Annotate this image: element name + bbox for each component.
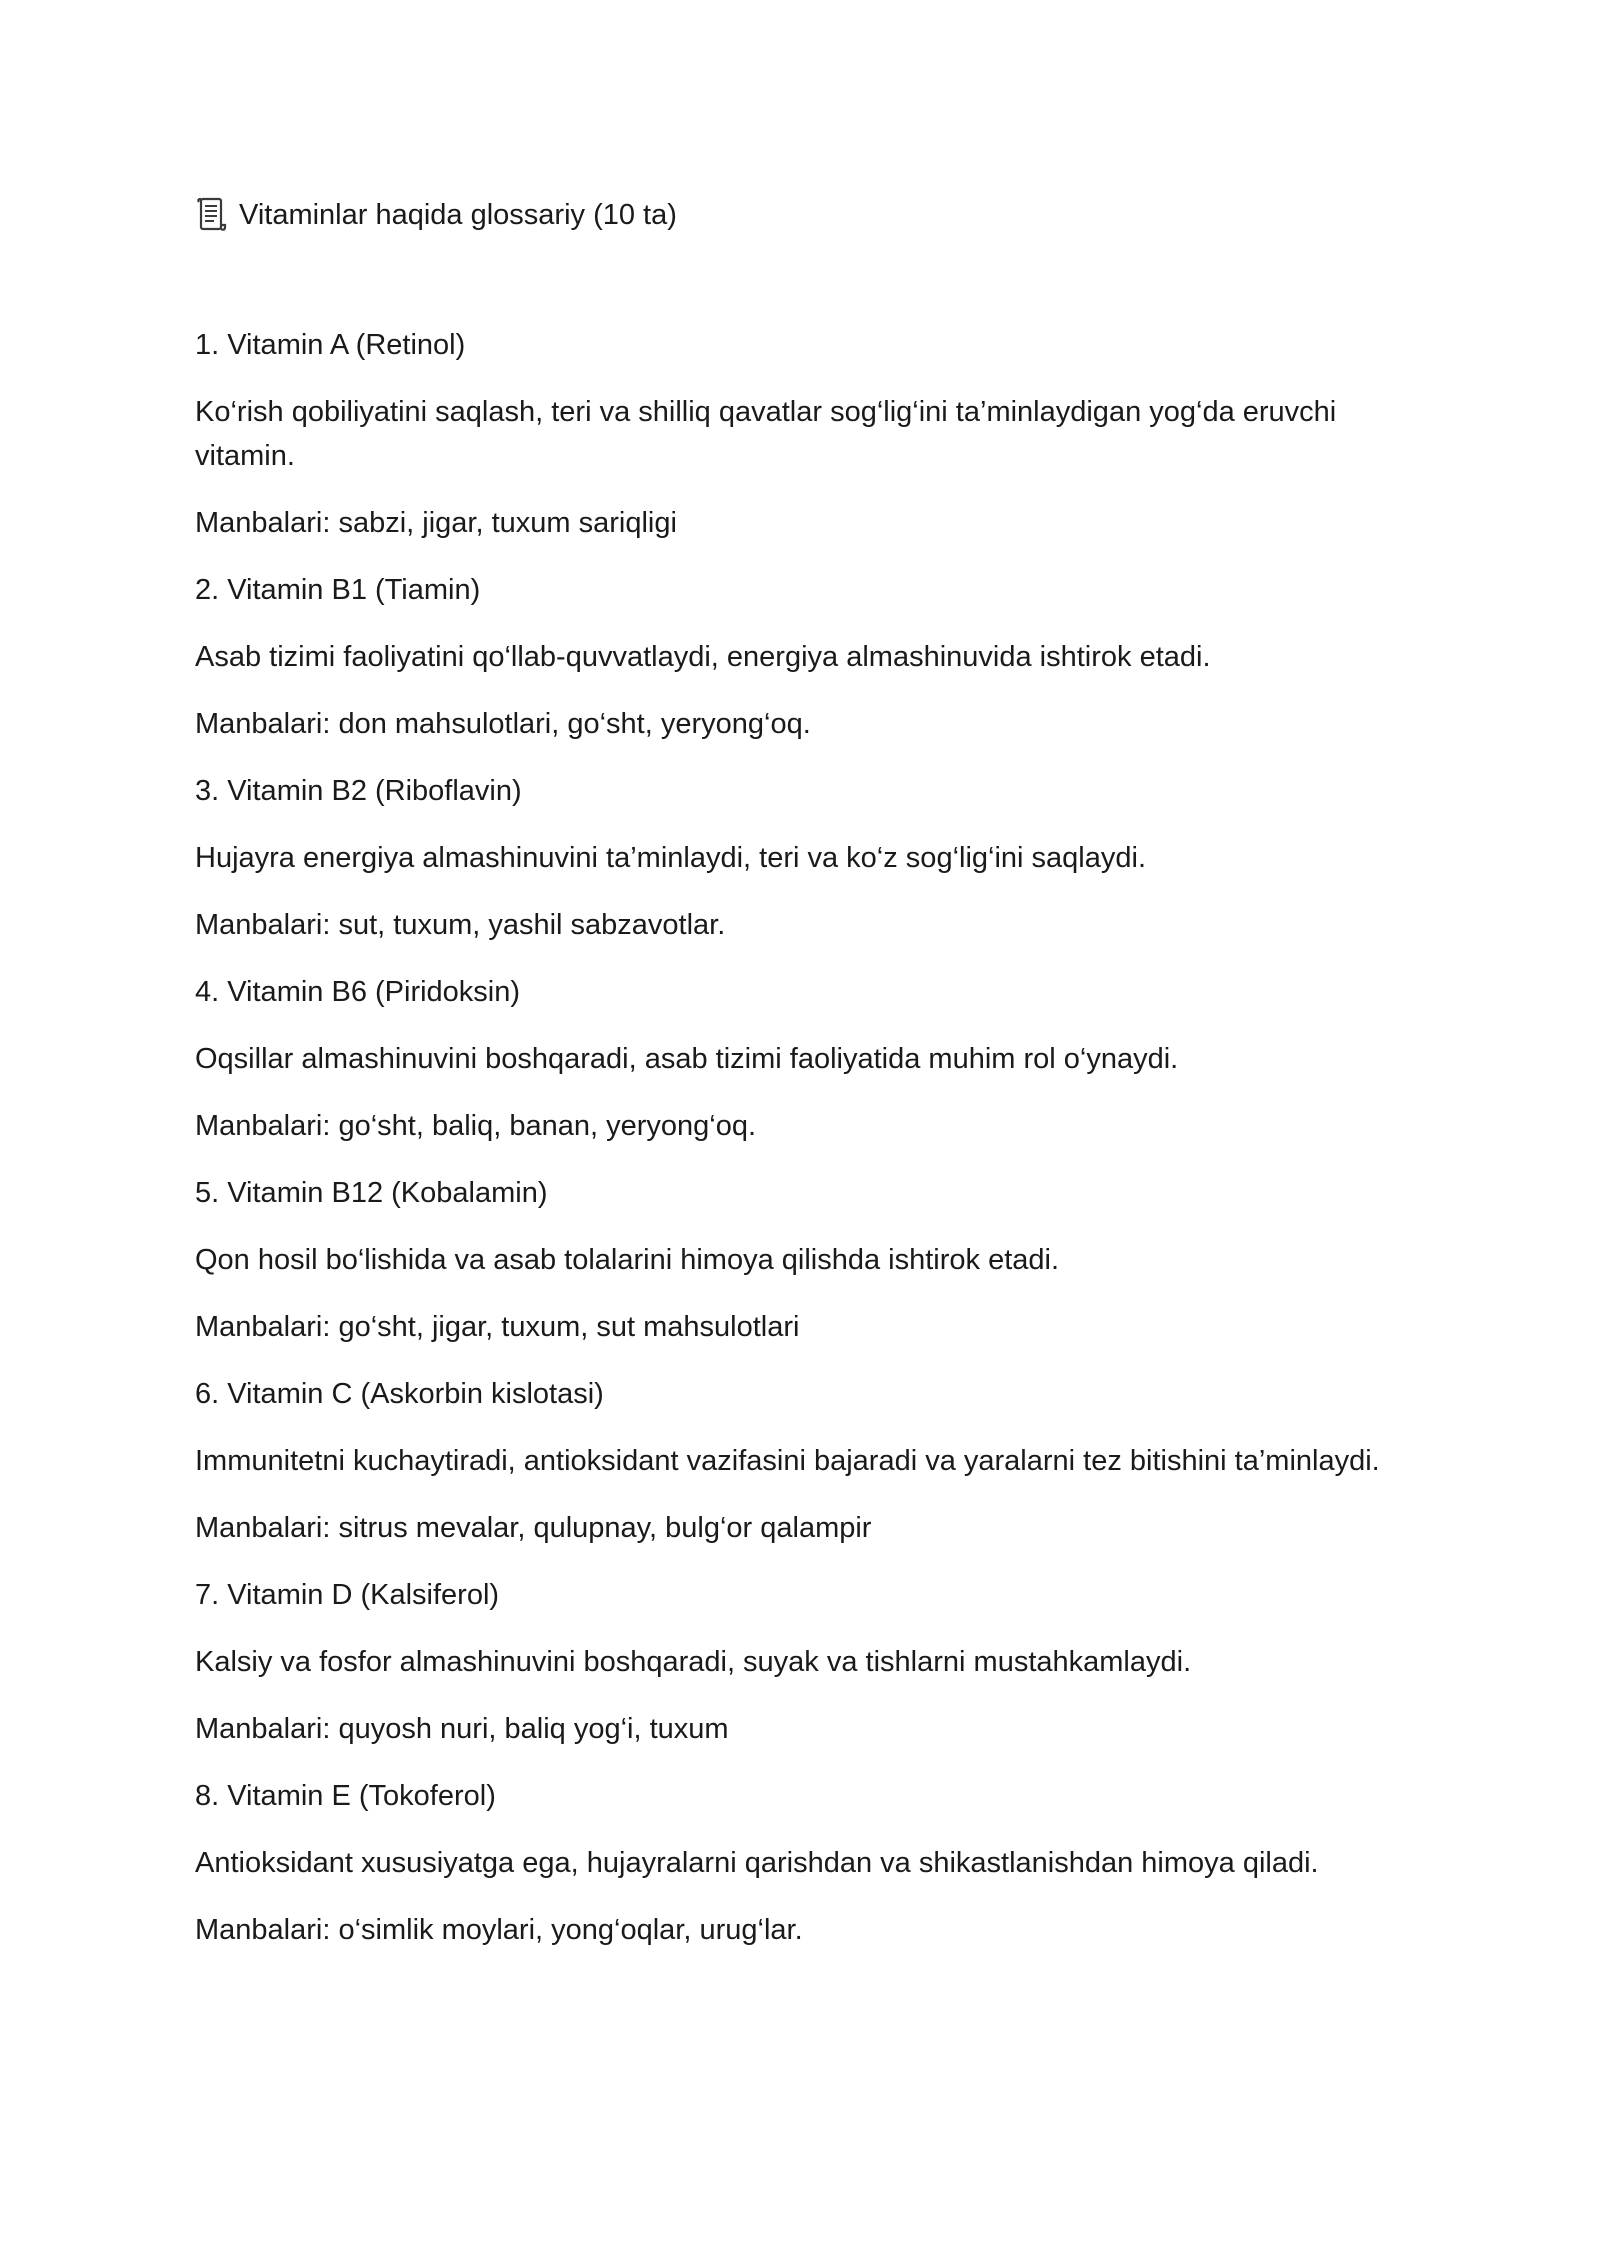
entry-sources: Manbalari: sabzi, jigar, tuxum sariqligi (195, 507, 677, 539)
glossary-entry (195, 769, 1435, 947)
entry-heading: 8. Vitamin E (Tokoferol) (195, 1780, 496, 1812)
glossary-entry (195, 1774, 1435, 1952)
entry-sources: Manbalari: go‘sht, baliq, banan, yeryong‘oq. (195, 1110, 757, 1142)
document-title-row (195, 193, 1435, 237)
entry-sources: Manbalari: sitrus mevalar, qulupnay, bulg‘or qalampir (195, 1512, 872, 1544)
entry-description: Antioksidant xususiyatga ega, hujayralarni qarishdan va shikastlanishdan himoya qiladi. (195, 1847, 1319, 1879)
glossary-entry (195, 1372, 1435, 1550)
entry-heading: 1. Vitamin A (Retinol) (195, 329, 466, 361)
entry-sources: Manbalari: sut, tuxum, yashil sabzavotlar. (195, 909, 726, 941)
entry-heading: 3. Vitamin B2 (Riboflavin) (195, 775, 522, 807)
entry-description: Kalsiy va fosfor almashinuvini boshqaradi, suyak va tishlarni mustahkamlaydi. (195, 1646, 1192, 1678)
entry-description: Oqsillar almashinuvini boshqaradi, asab tizimi faoliyatida muhim rol o‘ynaydi. (195, 1043, 1179, 1075)
document-body (195, 193, 1435, 1975)
entry-sources: Manbalari: o‘simlik moylari, yong‘oqlar, urug‘lar. (195, 1914, 803, 1946)
scroll-icon (195, 196, 229, 234)
entry-sources: Manbalari: go‘sht, jigar, tuxum, sut mahsulotlari (195, 1311, 800, 1343)
entry-description: Immunitetni kuchaytiradi, antioksidant vazifasini bajaradi va yaralarni tez bitishini ta’minlaydi. (195, 1445, 1380, 1477)
entry-heading: 6. Vitamin C (Askorbin kislotasi) (195, 1378, 604, 1410)
glossary-entry (195, 970, 1435, 1148)
entry-description: Hujayra energiya almashinuvini ta’minlaydi, teri va ko‘z sog‘lig‘ini saqlaydi. (195, 842, 1146, 874)
glossary-entry (195, 323, 1435, 545)
glossary-entry (195, 1171, 1435, 1349)
entry-description: Asab tizimi faoliyatini qo‘llab-quvvatlaydi, energiya almashinuvida ishtirok etadi. (195, 641, 1211, 673)
entry-description: Qon hosil bo‘lishida va asab tolalarini himoya qilishda ishtirok etadi. (195, 1244, 1060, 1276)
entry-heading: 4. Vitamin B6 (Piridoksin) (195, 976, 521, 1008)
document-title: Vitaminlar haqida glossariy (10 ta) (239, 199, 677, 231)
entry-sources: Manbalari: don mahsulotlari, go‘sht, yeryong‘oq. (195, 708, 811, 740)
glossary-entry (195, 1573, 1435, 1751)
glossary-entry (195, 568, 1435, 746)
entry-description: Ko‘rish qobiliyatini saqlash, teri va shilliq qavatlar sog‘lig‘ini ta’minlaydigan yog‘da eruvchi vitamin. (195, 396, 1337, 472)
entry-sources: Manbalari: quyosh nuri, baliq yog‘i, tuxum (195, 1713, 729, 1745)
entry-heading: 2. Vitamin B1 (Tiamin) (195, 574, 481, 606)
entry-heading: 5. Vitamin B12 (Kobalamin) (195, 1177, 548, 1209)
entry-heading: 7. Vitamin D (Kalsiferol) (195, 1579, 500, 1611)
